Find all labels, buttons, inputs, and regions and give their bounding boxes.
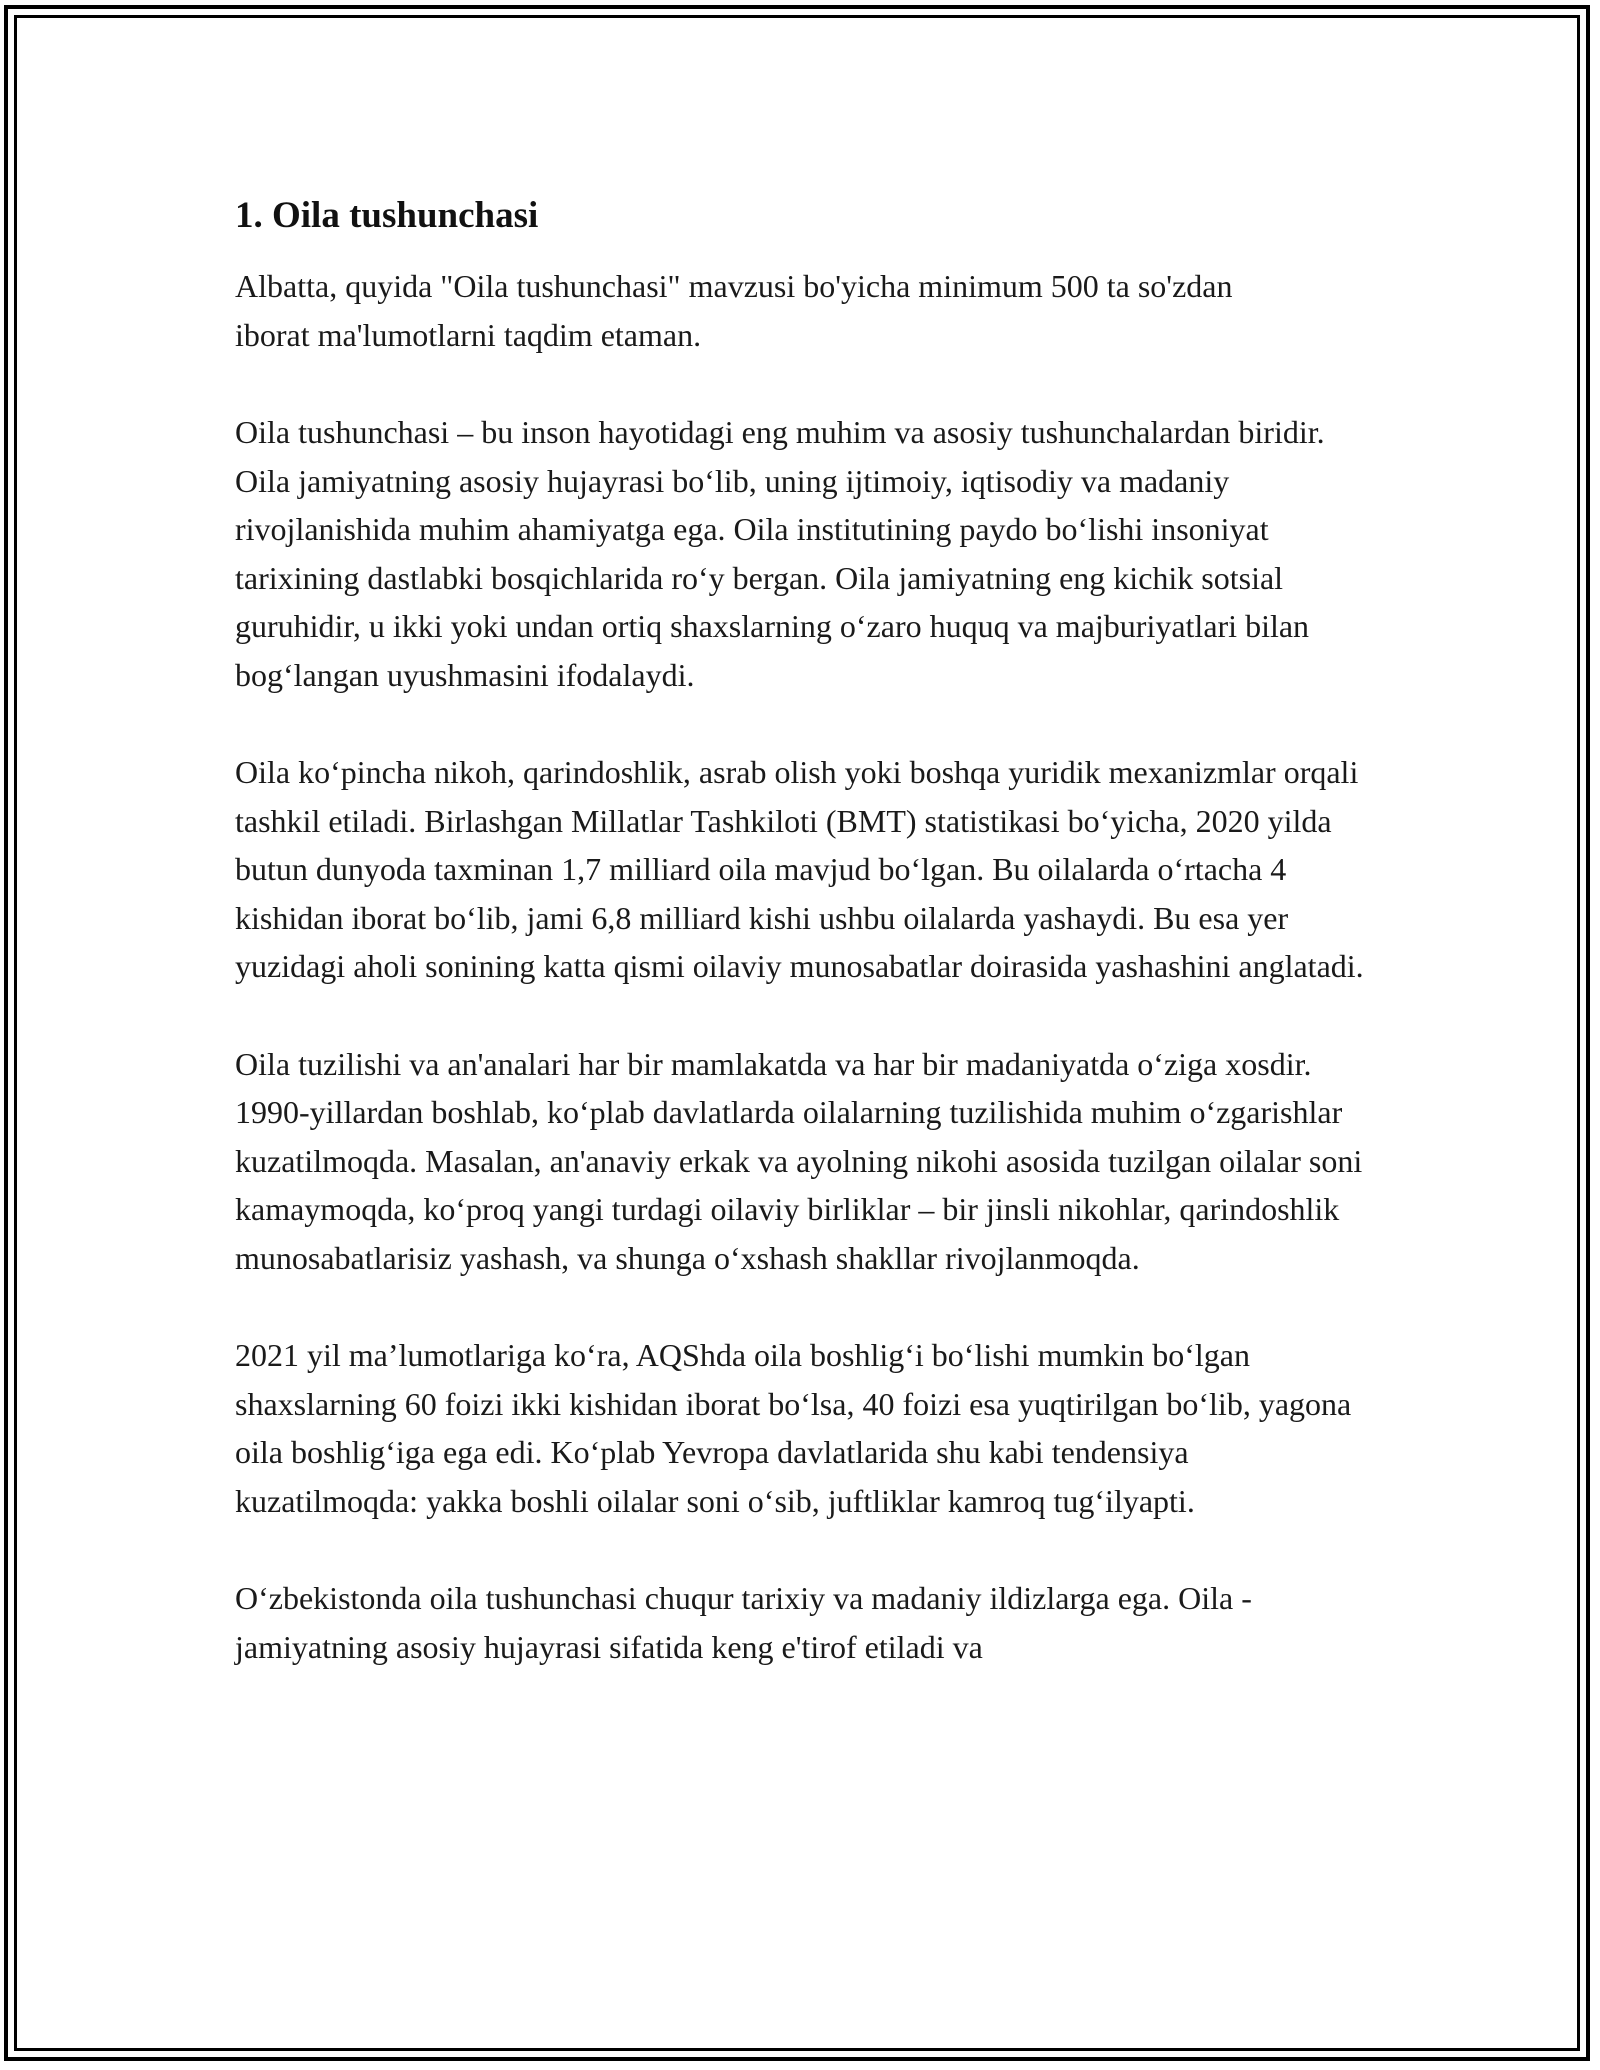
paragraph-traditions: Oila tuzilishi va an'analari har bir mamlakatda va har bir madaniyatda oʻziga xosdir. 1990-yillardan boshlab, koʻplab davlatlarda oilalarning tuzilishida muhim oʻzgarishlar kuzatilmoqda. Masalan, an'anaviy erkak va ayolning nikohi asosida tuzilgan oilalar soni kamaymoqda, koʻproq yangi turdagi oilaviy birliklar – bir jinsli nikohlar, qarindoshlik munosabatlarisiz yashash, va shunga oʻxshash shakllar rivojlanmoqda. xyxy=(235,1045,1363,1276)
document-body xyxy=(235,190,1375,1671)
paragraph-uzbekistan: Oʻzbekistonda oila tushunchasi chuqur tarixiy va madaniy ildizlarga ega. Oila - jamiyatning asosiy hujayrasi sifatida keng e'tirof etiladi va xyxy=(235,1580,1252,1665)
paragraph-statistics: Oila koʻpincha nikoh, qarindoshlik, asrab olish yoki boshqa yuridik mexanizmlar orqali tashkil etiladi. Birlashgan Millatlar Tashkiloti (BMT) statistikasi boʻyicha, 2020 yilda butun dunyoda taxminan 1,7 milliard oila mavjud boʻlgan. Bu oilalarda oʻrtacha 4 kishidan iborat boʻlib, jami 6,8 milliard kishi ushbu oilalarda yashaydi. Bu esa yer yuzidagi aholi sonining katta qismi oilaviy munosabatlar doirasida yashashini anglatadi. xyxy=(235,754,1364,984)
section-heading: 1. Oila tushunchasi xyxy=(235,195,539,236)
paragraph-intro: Albatta, quyida "Oila tushunchasi" mavzusi bo'yicha minimum 500 ta so'zdan iborat ma'lumotlarni taqdim etaman. xyxy=(235,268,1233,353)
paragraph-definition: Oila tushunchasi – bu inson hayotidagi eng muhim va asosiy tushunchalardan biridir. Oila jamiyatning asosiy hujayrasi boʻlib, uning ijtimoiy, iqtisodiy va madaniy rivojlanishida muhim ahamiyatga ega. Oila institutining paydo boʻlishi insoniyat tarixining dastlabki bosqichlarida roʻy bergan. Oila jamiyatning eng kichik sotsial guruhidir, u ikki yoki undan ortiq shaxslarning oʻzaro huquq va majburiyatlari bilan bogʻlangan uyushmasini ifodalaydi. xyxy=(235,414,1325,693)
paragraph-usa-data: 2021 yil ma’lumotlariga koʻra, AQShda oila boshligʻi boʻlishi mumkin boʻlgan shaxslarning 60 foizi ikki kishidan iborat boʻlsa, 40 foizi esa yuqtirilgan boʻlib, yagona oila boshligʻiga ega edi. Koʻplab Yevropa davlatlarida shu kabi tendensiya kuzatilmoqda: yakka boshli oilalar soni oʻsib, juftliklar kamroq tugʻilyapti. xyxy=(235,1337,1352,1519)
